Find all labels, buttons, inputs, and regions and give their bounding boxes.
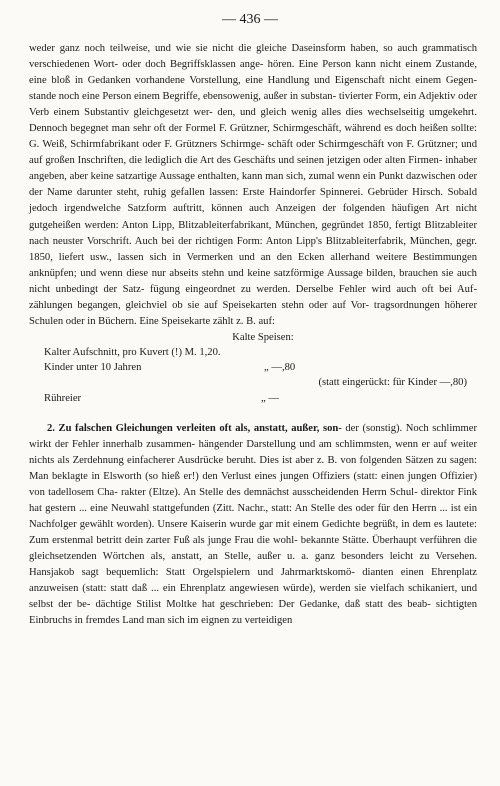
text-line: schäft oder Schirmgeschäft von F. Grützner; und auf großen Inschriften, xyxy=(29,139,477,167)
text-line: anstatt, an Stelle, außer u. a. ganz besonders leicht zu Versehen. xyxy=(171,551,478,563)
menu-note: (statt eingerückt: für Kinder —,80) xyxy=(318,377,467,389)
text-line: weder ganz noch teilweise, und wie sie nicht die gleiche Daseinsform haben, xyxy=(29,43,379,54)
text-line: stande noch eine Person einem Begriffe, ebensowenig, außer in substan- xyxy=(29,91,337,103)
text-line: eines jungen Offiziers (statt: einen jungen Offizier) von tadellosem Cha- xyxy=(29,470,477,498)
text-line: Sätzen zu sagen: Man beklagte in Elsworth (so hieß er!) den Verlust xyxy=(29,454,477,482)
text-line: jedoch irgendwelche Satzform auftritt, können auch Anzeigen der folgenden xyxy=(29,203,386,215)
text-line: München, gegründet 1850, fertigt Blitzableiter nach neuster Vorschrift. xyxy=(29,219,477,247)
menu-row xyxy=(29,345,477,360)
paragraph-2 xyxy=(29,421,477,630)
text-line: zumal wenn ein Punkt dazwischen oder der Name darunter steht, ruhig xyxy=(29,171,477,199)
menu-title: Kalte Speisen: xyxy=(232,331,294,343)
text-line: Hansjakob sagt bequemlich: Statt Orgelspielern und Jahrmarktskomö- xyxy=(29,567,355,579)
text-line: gefallen lassen: Erste Haindorfer Spinnerei. Gebrüder Hirsch. Sobald xyxy=(170,187,477,199)
text-line: fügung eingeordnet zu werden. Derselbe Fehler wird auch oft bei Auf- xyxy=(149,283,477,295)
text-line: tragsordnungen höherer Schulen oder in Büchern. Eine Speisekarte zählt xyxy=(29,299,477,327)
text-line: z. B. auf: xyxy=(236,315,275,327)
menu-item: Kinder unter 10 Jahren xyxy=(44,362,142,374)
text-line: worden). Unsere Kaiserin wurde gar mit einem Gedichte begrüßt, in dem xyxy=(116,519,431,531)
text-line: inhaber angeben, aber keine satzartige Aussage enthalten, kann man sich, xyxy=(29,155,477,183)
menu-row xyxy=(29,391,477,406)
text-line: Zerdehnung einfacherer Ausdrücke beruht. Dies ist aber z. B. von folgenden xyxy=(72,454,402,466)
text-line: der (sonstig). Noch schlimmer wirkt der Fehler innerhalb zusammen- xyxy=(29,422,477,450)
page-body xyxy=(29,41,477,629)
text-line: direktor Fink hat gestern ... eine Neuwahl stattgefunden (Zitt. Nachr., xyxy=(29,487,477,515)
paragraph-1 xyxy=(29,41,477,330)
text-line: gegr. 1850, liefert usw., lassen sich in Vermerken und an den Ecken allerhand xyxy=(29,235,477,263)
text-line: dächtige Stilist Moltke hat geschrieben: Der Gedanke, daß statt des beab- xyxy=(95,599,431,611)
menu-item: Kalter Aufschnitt, pro Kuvert (!) M. 1,20. xyxy=(44,347,221,359)
text-line: hören. Eine Person kann nicht einem Zustande, eine bloß in Gedanken xyxy=(29,59,477,87)
menu-item: Rühreier xyxy=(44,392,82,404)
menu-row xyxy=(29,360,477,375)
menu-example xyxy=(29,330,477,406)
text-line: heißen sollte: G. Weiß, Schirmfabrikant oder F. Grützners Schirmge- xyxy=(29,123,477,151)
text-line: häufigen Art nicht gutgeheißen werden: Anton Lipp, Blitzableiterfabrikant, xyxy=(29,203,477,231)
text-line: die lediglich die Art des Geschäfts und seinen jetzigen oder alten Firmen- xyxy=(128,155,443,167)
menu-price: „ — xyxy=(261,392,279,404)
text-line: man sehr oft der Formel F. Grützner, Schirmgeschäft, während es doch xyxy=(111,123,417,135)
text-line: Auch bei der richtigen Form: Anton Lipp's Blitzableiterfabrik, München, xyxy=(134,235,453,247)
text-line: zählungen begangen, gleichviel ob sie auf Speisekarten stehn oder auf Vor- xyxy=(29,299,370,311)
text-line: sichtigten Einbruchs in fremdes Land man sich im eignen zu verteidigen xyxy=(29,599,478,627)
text-line: hängender Darstellung und am schlimmsten, wenn er auf weiter nichts als xyxy=(29,438,478,466)
text-line: vorhandene Vorstellung, eine Handlung und Eigenschaft nicht einem Gegen- xyxy=(135,75,477,87)
text-line: weitere Bestimmungen anknüpfen; und wenn diese nur abseits stehn und xyxy=(29,251,478,279)
text-line: es lautete: Zum erstenmal betritt dein zarter Fuß als junge Frau die wohl- xyxy=(29,519,477,547)
text-line: bekannte Stätte. Überhaupt verführen die gleichsetzenden Wörtchen als, xyxy=(29,535,478,563)
text-line: rakter (Eltze). An Stelle des demnächst ausscheidenden Herrn Schul- xyxy=(121,487,418,498)
text-line: so auch grammatisch verschiedenen Wort- oder doch Begriffsklassen ange- xyxy=(29,43,477,71)
menu-price: „ —,80 xyxy=(264,362,296,374)
text-line: keine satzförmige Aussage bilden, brauchen sie auch nicht unbedingt der Satz- xyxy=(29,267,477,295)
page-number: — 436 — xyxy=(222,12,278,27)
text-line: den, und gleich wenig alles dies wechselseitig umgekehrt. Dennoch begegnet xyxy=(29,107,477,135)
text-line: angewiesen würde), werden sie vielfach schikaniert, und selbst der be- xyxy=(29,583,478,611)
section-heading-line: 2. Zu falschen Gleichungen verleiten oft als, anstatt, außer, son- xyxy=(47,422,342,434)
text-line: tivierter Form, ein Adjektiv oder Verb einem Substantiv gleichgesetzt wer- xyxy=(29,91,478,119)
text-line: statt: An Stelle des oder für den Herrn ... ist ein Nachfolger gewählt xyxy=(29,503,477,531)
text-line: dianten einen Ehrenplatz anzuweisen (statt: statt daß ... ein Ehrenplatz xyxy=(29,567,477,595)
